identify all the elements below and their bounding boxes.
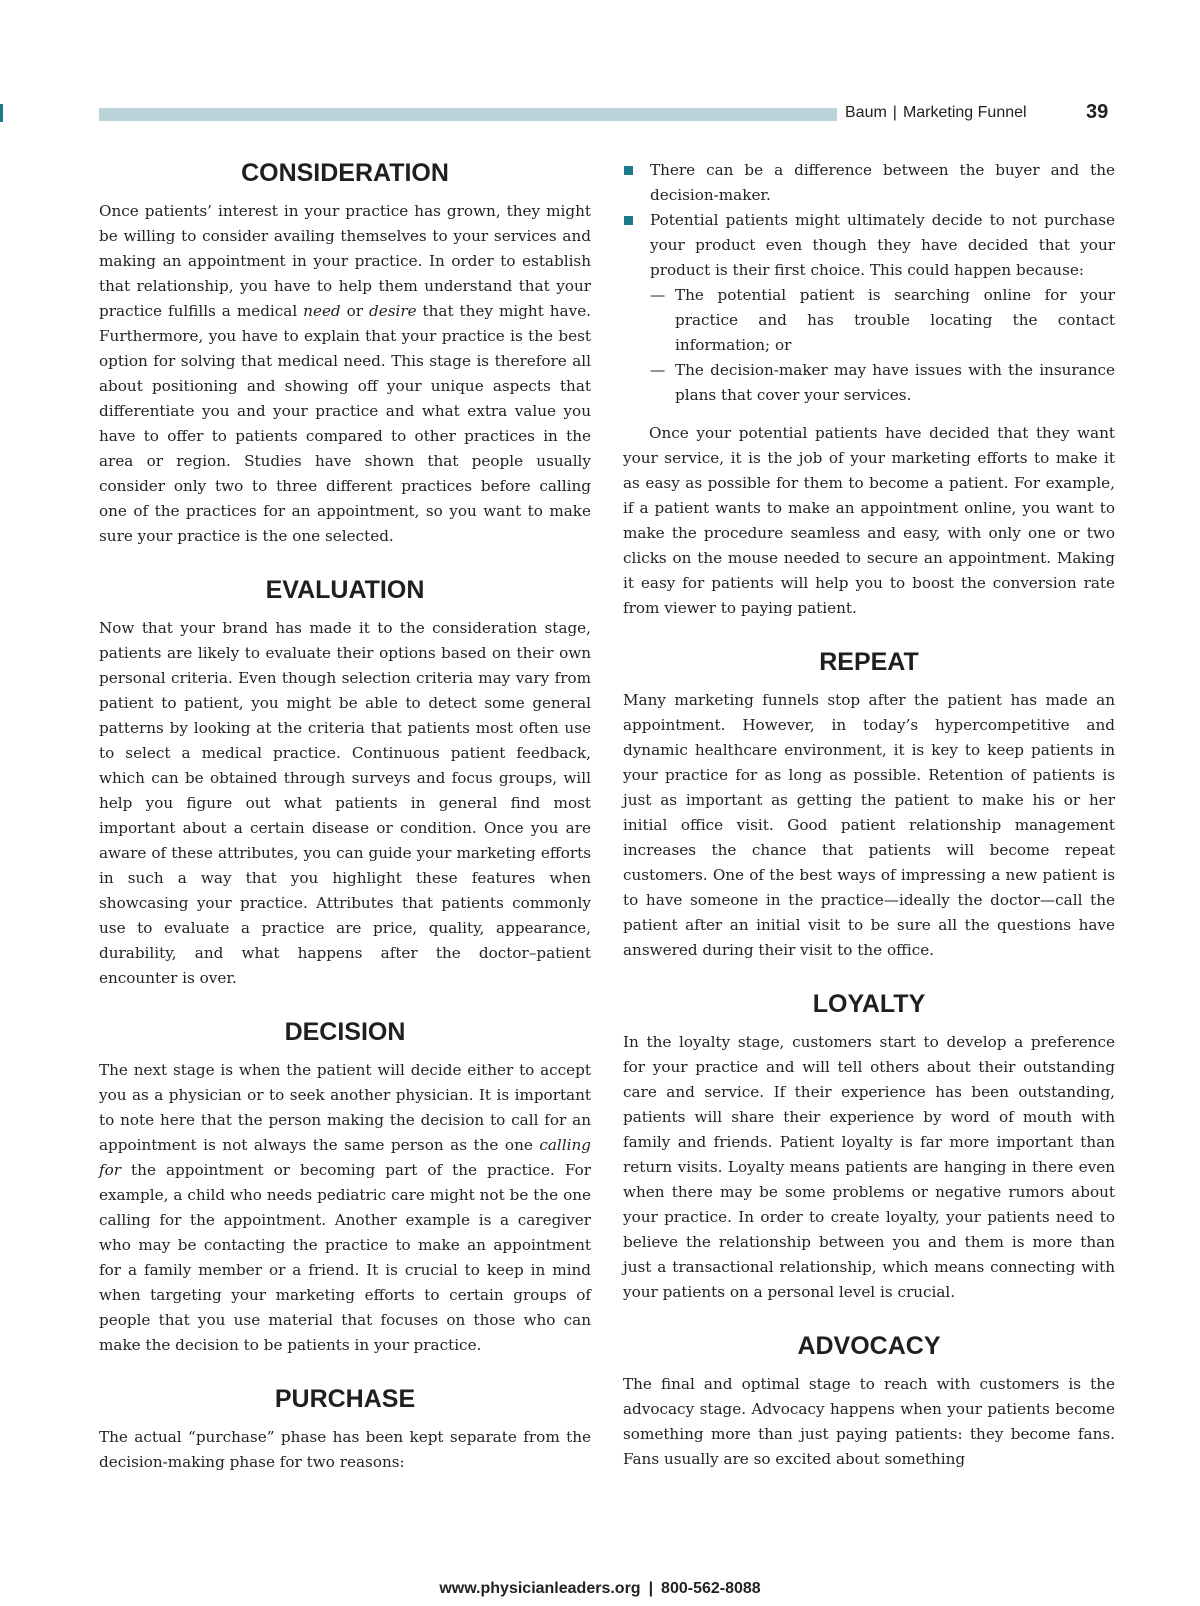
purchase-paragraph: The actual “purchase” phase has been kept separate from the decision-making phase for two reasons: xyxy=(99,1428,591,1471)
heading-evaluation: EVALUATION xyxy=(265,576,425,604)
section-consideration xyxy=(99,158,591,549)
evaluation-paragraph: Now that your brand has made it to the consideration stage, patients are likely to evaluate their options based on their own personal criteria. Even though selection criteria may vary from patient to patient, you might be able to detect some general patterns by looking at the criteria that patients most often use to select a medical practice. Continuous patient feedback, which can be obtained through surveys and focus groups, will help you figure out what patients in general find most important about a certain disease or condition. Once you are aware of these attributes, you can guide your marketing efforts in such a way that you highlight these features when showcasing your practice. Attributes that patients commonly use to evaluate a practice are price, quality, appearance, durability, and what happens after the doctor–patient encounter is over. xyxy=(99,619,591,987)
consideration-text-b: or xyxy=(340,302,369,320)
page-footer xyxy=(0,1580,1200,1598)
decision-text-b: the appointment or becoming part of the practice. For example, a child who needs pediatric care might not be the one calling for the appointment. Another example is a caregiver who may be contacting the practice to make an appointment for a family member or a friend. It is crucial to keep in mind when targeting your marketing efforts to certain groups of people that you use material that focuses on those who can make the decision to be patients in your practice. xyxy=(99,1161,591,1354)
heading-repeat: REPEAT xyxy=(819,648,919,676)
section-loyalty xyxy=(623,989,1115,1305)
running-head-title: Marketing Funnel xyxy=(902,104,1027,121)
page-number: 39 xyxy=(1086,101,1109,123)
heading-decision: DECISION xyxy=(284,1018,406,1046)
bullet-text: There can be a difference between the buyer and the decision-maker. xyxy=(650,161,1115,204)
sub-reasons-list xyxy=(650,283,1115,408)
consideration-text-a: Once patients’ interest in your practice has grown, they might be willing to consider availing themselves to your services and making an appointment in your practice. In order to establish that relationship, you have to help them understand that your practice fulfills a medical xyxy=(99,202,591,320)
section-advocacy xyxy=(623,1331,1115,1472)
footer-phone: 800-562-8088 xyxy=(661,1580,761,1597)
footer-separator: | xyxy=(648,1580,654,1597)
repeat-paragraph: Many marketing funnels stop after the patient has made an appointment. However, in today’s hypercompetitive and dynamic healthcare environment, it is key to keep patients in your practice for as long as possible. Retention of patients is just as important as getting the patient to make his or her initial office visit. Good patient relationship management increases the chance that patients will become repeat customers. One of the best ways of impressing a new patient is to have someone in the practice—ideally the doctor—call the patient after an initial visit to be sure all the questions have answered during their visit to the office. xyxy=(623,691,1115,959)
decision-paragraph xyxy=(99,1058,591,1358)
list-item xyxy=(623,158,1115,208)
heading-consideration: CONSIDERATION xyxy=(241,159,449,187)
list-item xyxy=(623,208,1115,408)
bullet-text: Potential patients might ultimately decide to not purchase your product even though they have decided that your product is their first choice. This could happen because: xyxy=(650,211,1115,279)
header-bar xyxy=(99,108,837,121)
section-decision xyxy=(99,1017,591,1358)
heading-purchase: PURCHASE xyxy=(274,1385,416,1413)
section-repeat xyxy=(623,647,1115,963)
sub-bullet-text: The potential patient is searching online for your practice and has trouble locating the contact information; or xyxy=(675,286,1115,354)
emphasis-desire: desire xyxy=(368,302,417,320)
square-bullet-icon xyxy=(624,166,633,175)
purchase-reasons-list xyxy=(623,158,1115,408)
loyalty-paragraph: In the loyalty stage, customers start to develop a preference for your practice and will tell others about their outstanding care and service. If their experience has been outstanding, patients will share their experience by word of mouth with family and friends. Patient loyalty is far more important than return visits. Loyalty means patients are hanging in there even when there may be some problems or negative rumors about your practice. In order to create loyalty, your patients need to believe the relationship between you and them is more than just a transactional relationship, which means connecting with your patients on a personal level is crucial. xyxy=(623,1033,1115,1301)
decision-text-a: The next stage is when the patient will decide either to accept you as a physician or to seek another physician. It is important to note here that the person making the decision to call for an appointment is not always the same person as the one xyxy=(99,1061,591,1154)
right-column xyxy=(623,158,1115,1472)
em-dash-icon: — xyxy=(650,286,666,304)
heading-advocacy: ADVOCACY xyxy=(797,1332,941,1360)
running-head-author: Baum xyxy=(845,104,887,121)
running-head-separator: | xyxy=(892,104,897,121)
emphasis-need: need xyxy=(303,302,341,320)
consideration-paragraph xyxy=(99,199,591,549)
running-head xyxy=(845,104,1027,122)
heading-loyalty: LOYALTY xyxy=(812,990,926,1018)
em-dash-icon: — xyxy=(650,361,666,379)
consideration-text-c: that they might have. Furthermore, you have to explain that your practice is the best option for solving that medical need. This stage is therefore all about positioning and showing off your unique aspects that differentiate you and your practice and what extra value you have to offer to patients compared to other practices in the area or region. Studies have shown that people usually consider only two to three different practices before calling one of the practices for an appointment, so you want to make sure your practice is the one selected. xyxy=(99,302,592,545)
section-evaluation xyxy=(99,575,591,991)
list-item xyxy=(650,358,1115,408)
footer-website: www.physicianleaders.org xyxy=(439,1580,641,1597)
sub-bullet-text: The decision-maker may have issues with the insurance plans that cover your services. xyxy=(675,361,1115,404)
list-item xyxy=(650,283,1115,358)
advocacy-paragraph: The final and optimal stage to reach with customers is the advocacy stage. Advocacy happens when your patients become something more than just paying patients: they become fans. Fans usually are so excited about something xyxy=(623,1375,1115,1468)
square-bullet-icon xyxy=(624,216,633,225)
margin-tick-mark xyxy=(0,104,3,122)
emphasis-calling-for: calling for xyxy=(99,1136,591,1179)
left-column xyxy=(99,158,591,1475)
purchase-continued-paragraph: Once your potential patients have decided that they want your service, it is the job of your marketing efforts to make it as easy as possible for them to become a patient. For example, if a patient wants to make an appointment online, you want to make the procedure seamless and easy, with only one or two clicks on the mouse needed to secure an appointment. Making it easy for patients will help you to boost the conversion rate from viewer to paying patient. xyxy=(623,424,1115,617)
section-purchase xyxy=(99,1384,591,1475)
